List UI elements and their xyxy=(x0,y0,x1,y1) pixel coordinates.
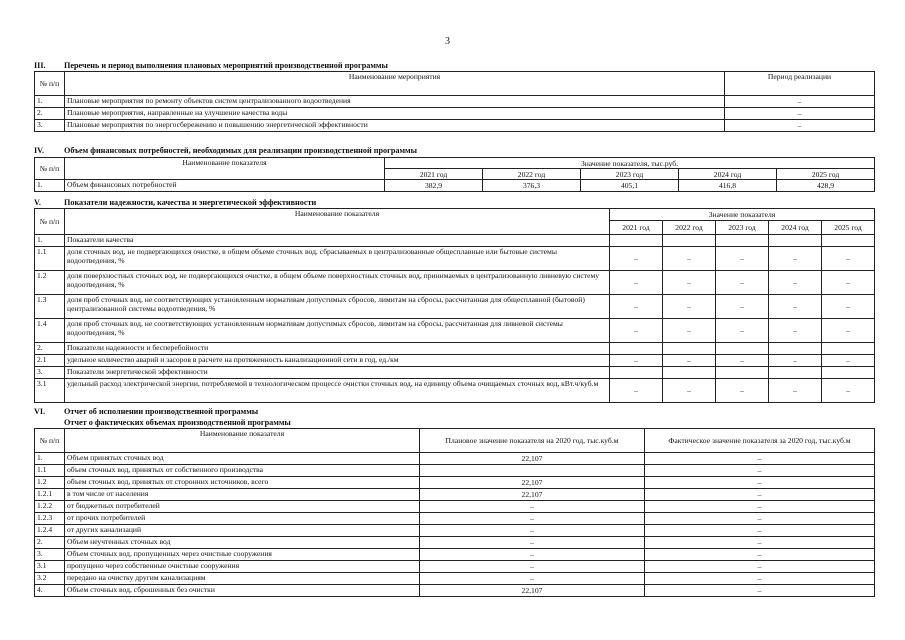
plan-value: 22,107 xyxy=(420,489,645,501)
year-header: 2021 год xyxy=(610,221,663,235)
plan-value: – xyxy=(420,549,645,561)
table-row xyxy=(35,573,875,585)
header-no: № п/п xyxy=(35,72,65,96)
header-activity-name: Наименование мероприятия xyxy=(65,72,725,96)
row-number: 1.4 xyxy=(35,319,65,343)
value-cell xyxy=(610,235,663,247)
table-row xyxy=(35,319,875,343)
value-cell: – xyxy=(610,355,663,367)
table-row xyxy=(35,108,875,120)
indicator-name: объем сточных вод, принятых от сторонних источников, всего xyxy=(65,477,420,489)
section-iv-number: IV. xyxy=(34,146,45,155)
fact-value: – xyxy=(645,537,875,549)
section-v-title-text: Показатели надежности, качества и энергетической эффективности xyxy=(64,198,317,207)
row-number: 1.2.2 xyxy=(35,501,65,513)
row-number: 2. xyxy=(35,108,65,120)
header-indicator-name: Наименование показателя xyxy=(65,209,610,235)
table-row xyxy=(35,585,875,597)
indicator-name: доля проб сточных вод, не соответствующих установленным нормативам допустимых сбросов, лимитам на сбросы, рассчитанная для общесплавной (бытовой) централизованной системы водоотведения, % xyxy=(65,295,610,319)
row-number: 1.2.1 xyxy=(35,489,65,501)
value-cell: 405,1 xyxy=(581,180,679,192)
plan-value: 22,107 xyxy=(420,585,645,597)
row-number: 3. xyxy=(35,549,65,561)
indicator-name: Показатели надежности и бесперебойности xyxy=(65,343,610,355)
value-cell: – xyxy=(716,247,769,271)
quality-indicators-table xyxy=(34,208,875,403)
activity-name: Плановые мероприятия по ремонту объектов систем централизованного водоотведения xyxy=(65,96,725,108)
value-cell: 416,8 xyxy=(679,180,777,192)
indicator-name: в том числе от населения xyxy=(65,489,420,501)
value-cell xyxy=(610,343,663,355)
table-row xyxy=(35,525,875,537)
value-cell: 428,9 xyxy=(777,180,875,192)
row-number: 1.1 xyxy=(35,465,65,477)
table-row xyxy=(35,501,875,513)
indicator-name: пропущено через собственные очистные сооружения xyxy=(65,561,420,573)
section-vi-title-text: Отчет об исполнении производственной программы xyxy=(64,407,259,416)
row-number: 3. xyxy=(35,120,65,132)
fact-value: – xyxy=(645,585,875,597)
value-cell: – xyxy=(610,271,663,295)
row-number: 2. xyxy=(35,343,65,355)
activity-name: Плановые мероприятия, направленные на улучшение качества воды xyxy=(65,108,725,120)
period-value: – xyxy=(725,96,875,108)
value-cell xyxy=(822,367,875,379)
value-cell: – xyxy=(716,271,769,295)
row-number: 1. xyxy=(35,180,65,192)
indicator-name: Объем сточных вод, сброшенных без очистки xyxy=(65,585,420,597)
plan-value: 22,107 xyxy=(420,477,645,489)
year-header: 2025 год xyxy=(777,169,875,180)
row-number: 3.1 xyxy=(35,379,65,403)
table-row xyxy=(35,453,875,465)
value-cell: – xyxy=(822,247,875,271)
table-row xyxy=(35,355,875,367)
table-row xyxy=(35,120,875,132)
table-row xyxy=(35,96,875,108)
header-no: № п/п xyxy=(35,209,65,235)
row-number: 1.2.4 xyxy=(35,525,65,537)
indicator-name: доля сточных вод, не подвергающихся очистке, в общем объеме сточных вод, сбрасываемых в централизованные общесплавные или бытовые системы водоотведения, % xyxy=(65,247,610,271)
financial-needs-table xyxy=(34,157,875,192)
table-row xyxy=(35,343,875,355)
indicator-name: доля проб сточных вод, не соответствующих установленным нормативам допустимых сбросов, лимитам на сбросы, рассчитанная для ливневой системы водоотведения, % xyxy=(65,319,610,343)
header-value: Значение показателя xyxy=(610,209,875,221)
row-number: 1.2.3 xyxy=(35,513,65,525)
header-no: № п/п xyxy=(35,429,65,453)
section-v-number: V. xyxy=(34,198,41,207)
value-cell: 376,3 xyxy=(483,180,581,192)
section-vi-title xyxy=(34,407,258,416)
indicator-name: Объем неучтенных сточных вод xyxy=(65,537,420,549)
plan-value: – xyxy=(420,513,645,525)
section-vi-number: VI. xyxy=(34,407,46,416)
section-iii-title xyxy=(34,61,388,70)
plan-value: – xyxy=(420,561,645,573)
fact-value: – xyxy=(645,501,875,513)
year-header: 2025 год xyxy=(822,221,875,235)
value-cell: – xyxy=(822,295,875,319)
value-cell xyxy=(716,235,769,247)
year-header: 2024 год xyxy=(679,169,777,180)
plan-value: 22,107 xyxy=(420,453,645,465)
table-row xyxy=(35,235,875,247)
header-indicator-name: Наименование показателя xyxy=(65,158,385,180)
section-vi-subtitle: Отчет о фактических объемах производственной программы xyxy=(64,418,291,427)
year-header: 2022 год xyxy=(483,169,581,180)
activity-name: Плановые мероприятия по энергосбережению и повышению энергетической эффективности xyxy=(65,120,725,132)
table-row xyxy=(35,271,875,295)
row-number: 1.2 xyxy=(35,477,65,489)
plan-value xyxy=(420,465,645,477)
year-header: 2023 год xyxy=(581,169,679,180)
value-cell xyxy=(663,343,716,355)
fact-value: – xyxy=(645,477,875,489)
actual-volumes-table xyxy=(34,428,875,597)
value-cell xyxy=(822,343,875,355)
header-value: Значение показателя, тыс.руб. xyxy=(385,158,875,169)
indicator-name: Показатели энергетической эффективности xyxy=(65,367,610,379)
row-number: 3.1 xyxy=(35,561,65,573)
table-row xyxy=(35,489,875,501)
indicator-name: Объем сточных вод, пропущенных через очистные сооружения xyxy=(65,549,420,561)
indicator-name: от других канализаций xyxy=(65,525,420,537)
table-row xyxy=(35,180,875,192)
value-cell: – xyxy=(769,319,822,343)
row-number: 2.1 xyxy=(35,355,65,367)
table-row xyxy=(35,247,875,271)
row-number: 1. xyxy=(35,453,65,465)
indicator-name: Объем финансовых потребностей xyxy=(65,180,385,192)
row-number: 1. xyxy=(35,96,65,108)
value-cell xyxy=(769,235,822,247)
table-row xyxy=(35,379,875,403)
value-cell: – xyxy=(663,379,716,403)
period-value: – xyxy=(725,120,875,132)
table-row xyxy=(35,367,875,379)
activities-table xyxy=(34,71,875,132)
row-number: 3.2 xyxy=(35,573,65,585)
indicator-name: удельный расход электрической энергии, потребляемой в технологическом процессе очистки сточных вод, на единицу объема очищаемых сточных вод, кВт.ч/куб.м xyxy=(65,379,610,403)
plan-value: – xyxy=(420,525,645,537)
year-header: 2022 год xyxy=(663,221,716,235)
plan-value: – xyxy=(420,501,645,513)
header-fact-value: Фактическое значение показателя за 2020 год, тыс.куб.м xyxy=(645,429,875,453)
section-iv-title-text: Объем финансовых потребностей, необходимых для реализации производственной программы xyxy=(64,146,418,155)
section-iii-number: III. xyxy=(34,61,46,70)
value-cell xyxy=(822,235,875,247)
period-value: – xyxy=(725,108,875,120)
value-cell xyxy=(716,343,769,355)
value-cell: – xyxy=(822,271,875,295)
value-cell: – xyxy=(716,379,769,403)
value-cell: – xyxy=(822,319,875,343)
value-cell: – xyxy=(716,355,769,367)
page-number: 3 xyxy=(445,36,450,47)
value-cell: 382,9 xyxy=(385,180,483,192)
fact-value: – xyxy=(645,525,875,537)
year-header: 2023 год xyxy=(716,221,769,235)
value-cell: – xyxy=(769,247,822,271)
fact-value: – xyxy=(645,561,875,573)
indicator-name: передано на очистку другим канализациям xyxy=(65,573,420,585)
section-v-title xyxy=(34,198,316,207)
value-cell xyxy=(769,343,822,355)
value-cell: – xyxy=(663,355,716,367)
row-number: 4. xyxy=(35,585,65,597)
row-number: 1.3 xyxy=(35,295,65,319)
indicator-name: от прочих потребителей xyxy=(65,513,420,525)
table-row xyxy=(35,561,875,573)
value-cell: – xyxy=(610,319,663,343)
table-row xyxy=(35,477,875,489)
header-plan-value: Плановое значение показателя на 2020 год, тыс.куб.м xyxy=(420,429,645,453)
row-number: 3. xyxy=(35,367,65,379)
value-cell xyxy=(716,367,769,379)
value-cell: – xyxy=(663,319,716,343)
value-cell: – xyxy=(769,379,822,403)
fact-value: – xyxy=(645,489,875,501)
table-row xyxy=(35,295,875,319)
fact-value: – xyxy=(645,549,875,561)
header-no: № п/п xyxy=(35,158,65,180)
indicator-name: Показатели качества xyxy=(65,235,610,247)
value-cell: – xyxy=(822,355,875,367)
year-header: 2021 год xyxy=(385,169,483,180)
value-cell xyxy=(610,367,663,379)
fact-value: – xyxy=(645,465,875,477)
header-indicator-name: Наименование показателя xyxy=(65,429,420,453)
fact-value: – xyxy=(645,573,875,585)
indicator-name: доля поверхностных сточных вод, не подвергающихся очистке, в общем объеме поверхностных сточных вод, принимаемых в централизованную ливневую систему водоотведения, % xyxy=(65,271,610,295)
row-number: 1. xyxy=(35,235,65,247)
header-period: Период реализации xyxy=(725,72,875,96)
year-header: 2024 год xyxy=(769,221,822,235)
value-cell: – xyxy=(663,247,716,271)
value-cell: – xyxy=(610,295,663,319)
value-cell: – xyxy=(663,295,716,319)
table-row xyxy=(35,537,875,549)
indicator-name: от бюджетных потребителей xyxy=(65,501,420,513)
value-cell: – xyxy=(610,379,663,403)
value-cell: – xyxy=(716,319,769,343)
value-cell: – xyxy=(822,379,875,403)
value-cell: – xyxy=(769,355,822,367)
table-row xyxy=(35,513,875,525)
plan-value: – xyxy=(420,537,645,549)
fact-value: – xyxy=(645,513,875,525)
value-cell: – xyxy=(716,295,769,319)
value-cell: – xyxy=(663,271,716,295)
indicator-name: удельное количество аварий и засоров в расчете на протяженность канализационной сети в год, ед./км xyxy=(65,355,610,367)
section-iv-title xyxy=(34,146,417,155)
section-iii-title-text: Перечень и период выполнения плановых мероприятий производственной программы xyxy=(64,61,388,70)
plan-value: – xyxy=(420,573,645,585)
row-number: 1.2 xyxy=(35,271,65,295)
value-cell: – xyxy=(769,295,822,319)
indicator-name: объем сточных вод, принятых от собственного производства xyxy=(65,465,420,477)
value-cell xyxy=(663,367,716,379)
value-cell: – xyxy=(769,271,822,295)
indicator-name: Объем принятых сточных вод xyxy=(65,453,420,465)
row-number: 1.1 xyxy=(35,247,65,271)
value-cell xyxy=(769,367,822,379)
row-number: 2. xyxy=(35,537,65,549)
fact-value: – xyxy=(645,453,875,465)
table-row xyxy=(35,549,875,561)
value-cell xyxy=(663,235,716,247)
value-cell: – xyxy=(610,247,663,271)
table-row xyxy=(35,465,875,477)
